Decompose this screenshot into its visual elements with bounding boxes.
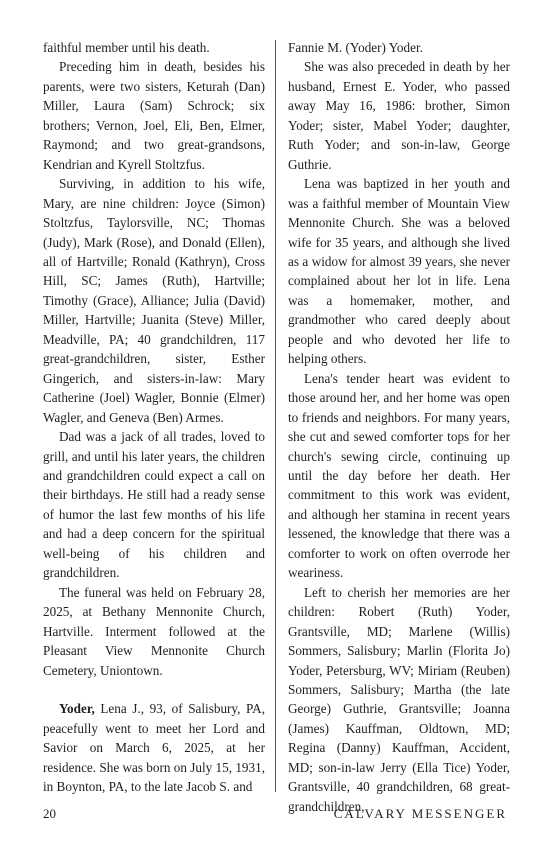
column-divider	[275, 40, 276, 792]
obituary-name: Yoder,	[59, 701, 95, 717]
paragraph: Fannie M. (Yoder) Yoder.	[288, 40, 423, 55]
paragraph: She was also preceded in death by her husband, Ernest E. Yoder, who passed away May 16, 1986: brother, Simon Yoder; sister, Mabel Yoder; daughter, Ruth Yoder; and son-in-law, George Guthrie.	[288, 59, 510, 172]
paragraph: Surviving, in addition to his wife, Mary, are nine children: Joyce (Simon) Stoltzfus, Taylorsville, NC; Thomas (Judy), Mark (Rose), and Donald (Ellen), all of Hartville; Ronald (Kathryn), Cross Hill, SC; James (Ruth), Hartville; Timothy (Grace), Alliance; Julia (David) Miller, Hartville; Juanita (Steve) Miller, Meadville, PA; 40 grandchildren, 117 great-grandchildren, sister, Esther Gingerich, and sisters-in-law: Mary Catherine (Joel) Wagler, Bonnie (Elmer) Wagler, and Geneva (Ben) Armes.	[43, 176, 265, 425]
paragraph: The funeral was held on February 28, 2025, at Bethany Mennonite Church, Hartville. Interment followed at the Pleasant View Mennonite Church Cemetery, Uniontown.	[43, 584, 265, 678]
obituary-paragraph	[43, 699, 265, 796]
paragraph: Lena was baptized in her youth and was a faithful member of Mountain View Mennonite Church. She was a beloved wife for 35 years, and although she lived as a widow for almost 39 years, she never complained about her lot in life. Lena was a homemaker, mother, and grandmother who cared deeply about people and who devoted her life to helping others.	[288, 176, 510, 367]
publication-title: CALVARY MESSENGER	[333, 806, 507, 821]
paragraph: Lena's tender heart was evident to those around her, and her home was open to friends and neighbors. For many years, she cut and sewed comforter tops for her church's sewing circle, continuing up until the day before her death. Her commitment to this work was evident, and although her stamina in recent years lessened, the knowledge that there was a comforter to work on often overrode her weariness.	[288, 370, 510, 581]
obituary-text: Lena J., 93, of Salisbury, PA, peacefully went to meet her Lord and Savior on March 6, 2025, at her residence. She was born on July 15, 1931, in Boynton, PA, to the late Jacob S. and	[43, 701, 265, 795]
paragraph: Preceding him in death, besides his parents, were two sisters, Keturah (Dan) Miller, Laura (Sam) Schrock; six brothers; Vernon, Joel, Eli, Ben, Elmer, Raymond; and two great-grandsons, Kendrian and Kyrell Stoltzfus.	[43, 59, 265, 172]
right-column	[288, 38, 510, 816]
left-column	[43, 38, 265, 797]
paragraph: faithful member until his death.	[43, 40, 210, 55]
page-number: 20	[43, 806, 56, 821]
paragraph: Left to cherish her memories are her children: Robert (Ruth) Yoder, Grantsville, MD; Marlene (Willis) Sommers, Salisbury; Marlin (Florita Jo) Yoder, Petersburg, WV; Miriam (Reuben) Sommers, Salisbury; Martha (the late George) Guthrie, Grantsville; Joanna (James) Kauffman, Oldtown, MD; Regina (Danny) Kauffman, Accident, MD; son-in-law Jerry (Ella Tice) Yoder, Grantsville, 40 grandchildren, 68 great-grandchildren,	[288, 584, 510, 814]
page-footer	[43, 806, 507, 822]
paragraph: Dad was a jack of all trades, loved to grill, and until his later years, the children and grandchildren could expect a call on their birthdays. He still had a ready sense of humor the last few months of his life and had a deep concern for the spiritual well-being of his children and grandchildren.	[43, 429, 265, 581]
